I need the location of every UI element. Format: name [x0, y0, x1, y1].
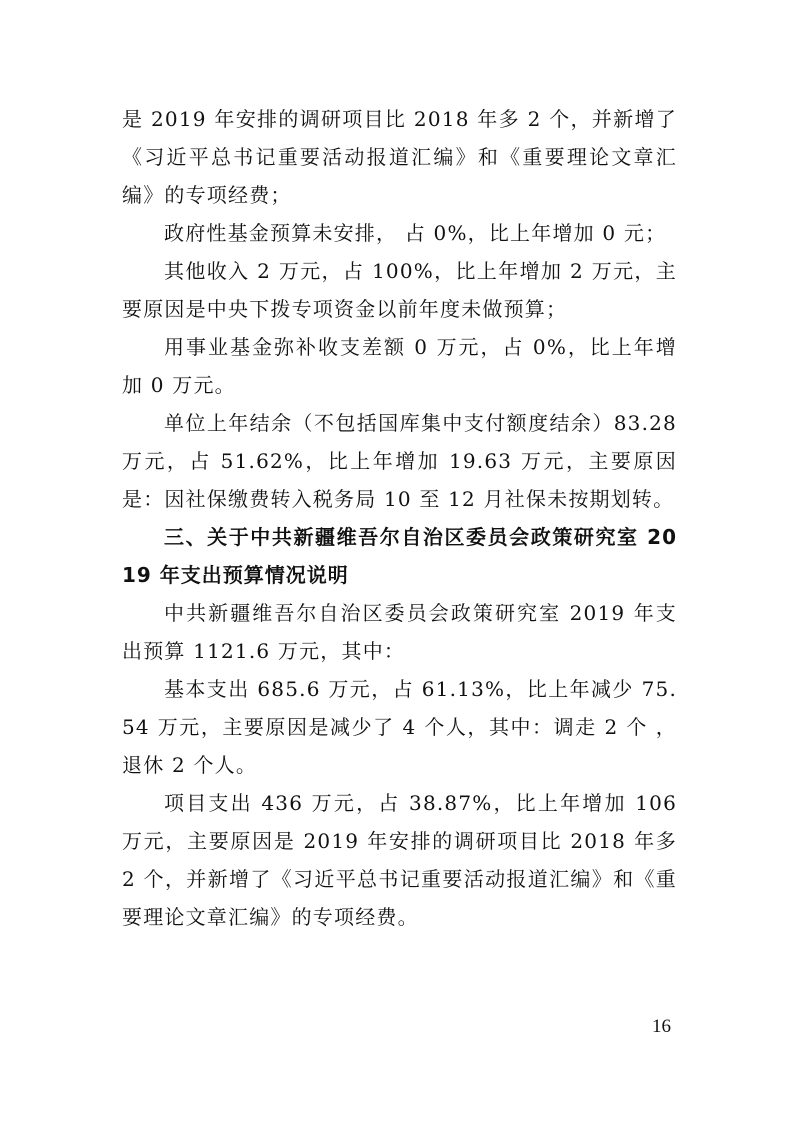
- document-body: [122, 100, 677, 936]
- paragraph-continuation: 是 2019 年安排的调研项目比 2018 年多 2 个，并新增了《习近平总书记重要活动报道汇编》和《重要理论文章汇编》的专项经费；: [122, 107, 677, 207]
- section-heading: 三、关于中共新疆维吾尔自治区委员会政策研究室 2019 年支出预算情况说明: [122, 525, 677, 587]
- paragraph-total-expenditure: 中共新疆维吾尔自治区委员会政策研究室 2019 年支出预算 1121.6 万元，其中：: [122, 601, 677, 663]
- paragraph-business-fund: 用事业基金弥补收支差额 0 万元，占 0%，比上年增加 0 万元。: [122, 335, 677, 397]
- paragraph-prior-year-balance: 单位上年结余（不包括国库集中支付额度结余）83.28 万元，占 51.62%，比上年增加 19.63 万元，主要原因是：因社保缴费转入税务局 10 至 12 月社保未按期划转。: [122, 411, 677, 511]
- paragraph-basic-expenditure: 基本支出 685.6 万元，占 61.13%，比上年减少 75.54 万元，主要原因是减少了 4 个人，其中：调走 2 个 ，退休 2 个人。: [122, 677, 677, 777]
- page-number: 16: [652, 1016, 671, 1037]
- paragraph-project-expenditure: 项目支出 436 万元，占 38.87%，比上年增加 106 万元，主要原因是 2019 年安排的调研项目比 2018 年多 2 个，并新增了《习近平总书记重要活动报道汇编》和《重要理论文章汇编》的专项经费。: [122, 791, 677, 929]
- paragraph-government-fund: 政府性基金预算未安排， 占 0%，比上年增加 0 元；: [164, 221, 667, 245]
- paragraph-other-income: 其他收入 2 万元，占 100%，比上年增加 2 万元，主要原因是中央下拨专项资金以前年度未做预算；: [122, 259, 677, 321]
